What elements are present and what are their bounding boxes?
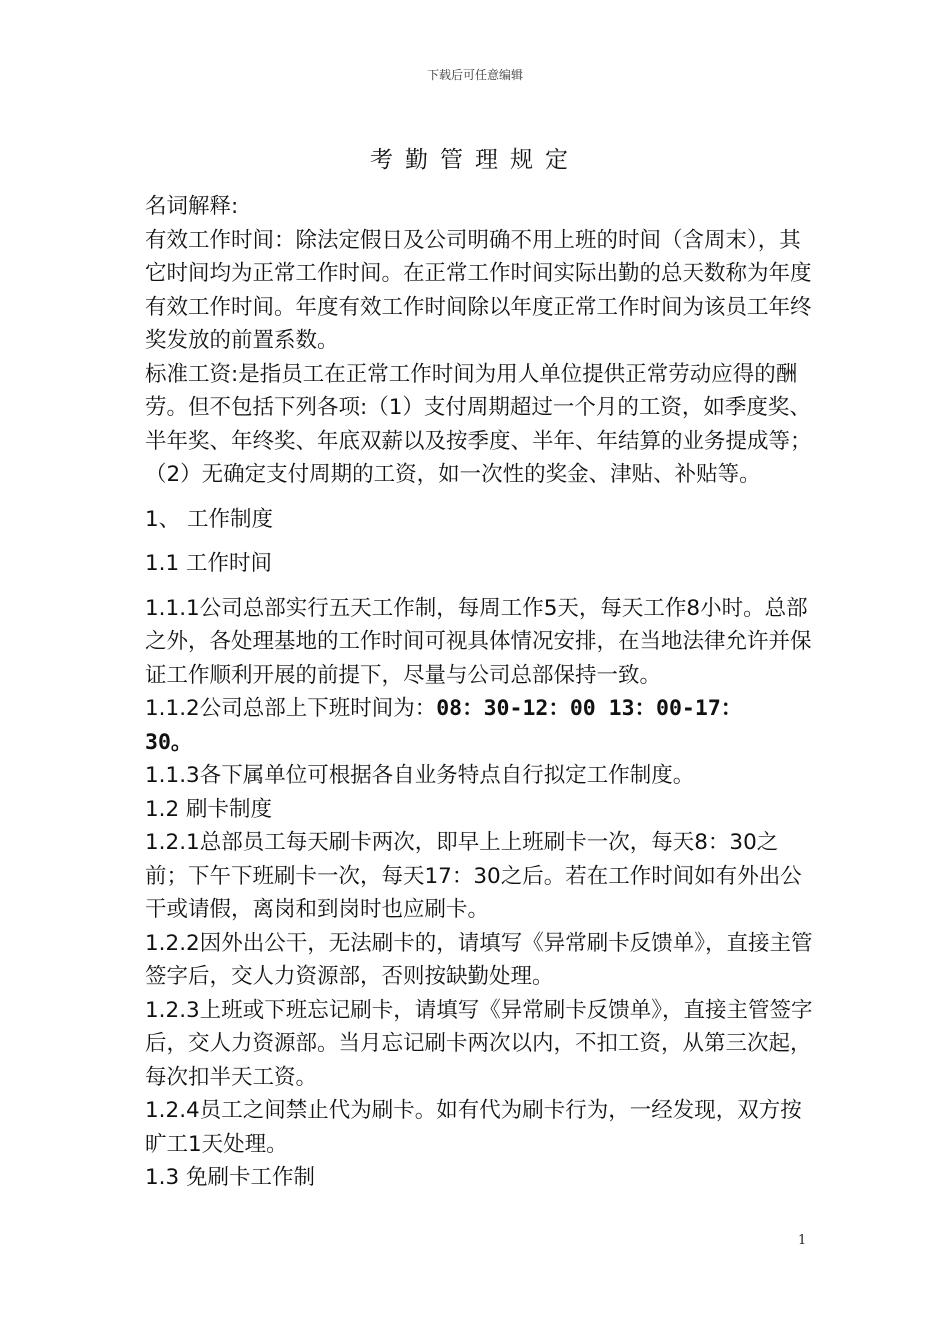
terms-heading: 名词解释:: [145, 194, 239, 219]
work-hours-line2: 30。: [145, 729, 193, 755]
section-1-1-2-prefix: 1.1.2公司总部上下班时间为：: [145, 696, 437, 721]
work-hours-line1: 08：30-12：00 13：00-17：: [436, 696, 743, 721]
section-1-2-2: 1.2.2因外出公干，无法刷卡的，请填写《异常刷卡反馈单》，直接主管签字后，交人力资源部，否则按缺勤处理。: [145, 930, 813, 989]
section-1-1-1: 1.1.1公司总部实行五天工作制，每周工作5天，每天工作8小时。总部之外，各处理基地的工作时间可视具体情况安排，在当地法律允许并保证工作顺利开展的前提下，尽量与公司总部保持一致。: [145, 595, 812, 688]
standard-wage-definition: 标准工资:是指员工在正常工作时间为用人单位提供正常劳动应得的酬劳。但不包括下列各项:（1）支付周期超过一个月的工资，如季度奖、半年奖、年终奖、年底双薪以及按季度、半年、年结算的业务提成等；（2）无确定支付周期的工资，如一次性的奖金、津贴、补贴等。: [145, 361, 812, 487]
section-1-1-3: 1.1.3各下属单位可根据各自业务特点自行拟定工作制度。: [145, 763, 695, 788]
section-1-1-heading: 1.1 工作时间: [145, 551, 273, 576]
document-title: 考勤管理规定: [370, 147, 580, 173]
section-1-1-2: [145, 692, 815, 759]
section-1-2-4: 1.2.4员工之间禁止代为刷卡。如有代为刷卡行为，一经发现，双方按旷工1天处理。: [145, 1098, 802, 1157]
section-1-2-heading: 1.2 刷卡制度: [145, 796, 273, 822]
effective-time-definition: 有效工作时间：除法定假日及公司明确不用上班的时间（含周末），其它时间均为正常工作时间。在正常工作时间实际出勤的总天数称为年度有效工作时间。年度有效工作时间除以年度正常工作时间为该员工年终奖发放的前置系数。: [145, 227, 812, 353]
section-1-3-heading: 1.3 免刷卡工作制: [145, 1165, 316, 1190]
section-1-2-3: 1.2.3上班或下班忘记刷卡，请填写《异常刷卡反馈单》，直接主管签字后，交人力资源部。当月忘记刷卡两次以内，不扣工资，从第三次起，每次扣半天工资。: [145, 997, 813, 1090]
section-1-heading: 1、 工作制度: [145, 506, 274, 532]
document-body: [145, 190, 815, 1195]
section-1-2-1: 1.2.1总部员工每天刷卡两次，即早上上班刷卡一次，每天8：30之前；下午下班刷卡一次，每天17：30之后。若在工作时间如有外出公干或请假，离岗和到岗时也应刷卡。: [145, 830, 802, 922]
page-number: 1: [798, 1233, 807, 1248]
page-header: 下载后可任意编辑: [426, 68, 523, 82]
